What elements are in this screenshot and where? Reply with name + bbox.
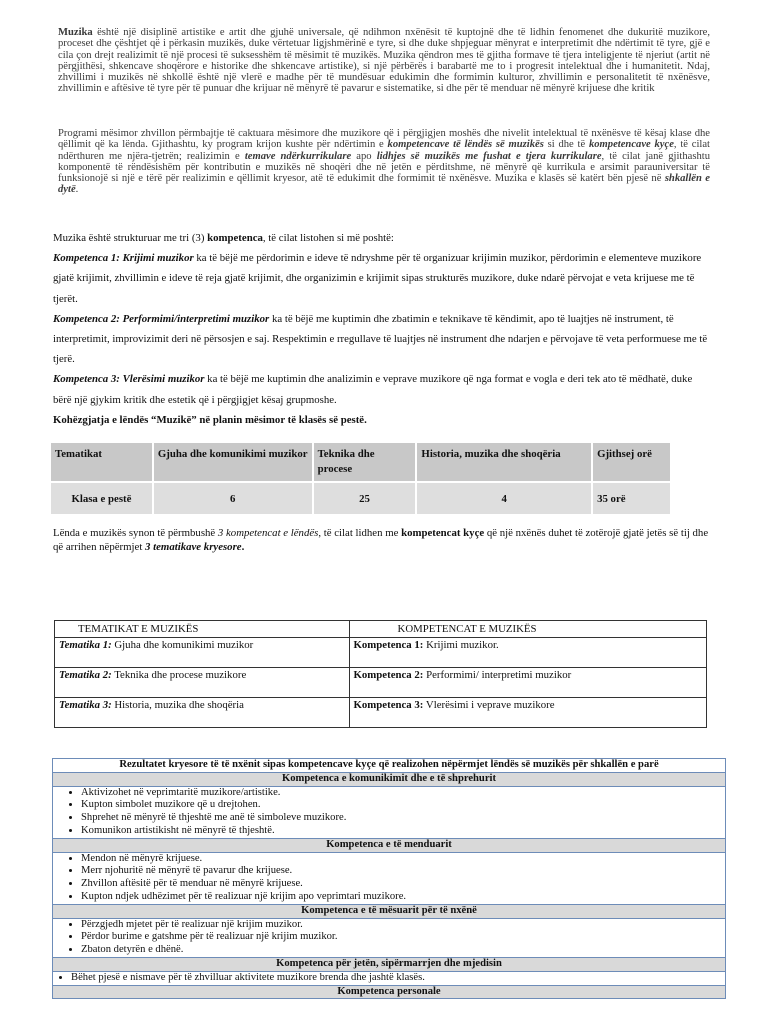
table-row <box>53 838 726 852</box>
table-header-row <box>51 443 671 482</box>
table-row <box>55 668 707 698</box>
competence-2-description <box>53 309 713 370</box>
list-item: • Merr njohuritë në mënyrë të pavarur dhe krijuese. <box>81 865 721 878</box>
structure-intro-c: , të cilat listohen si më poshtë: <box>262 232 394 244</box>
after-b: 3 kompetencat e lëndës <box>217 527 319 539</box>
competence-value: Vlerësimi i veprave muzikore <box>423 699 555 711</box>
table-cell <box>349 668 706 698</box>
table-cell <box>55 698 350 728</box>
duration-heading-text: Kohëzgjatja e lëndës “Muzikë” në planin mësimor të klasës së pestë. <box>53 413 367 426</box>
table-cell: 35 orë <box>592 482 671 514</box>
list-item: • Përzgjedh mjetet për të realizuar një krijim muzikor. <box>81 919 721 932</box>
section-items <box>53 786 726 838</box>
p2-keyword-5: shkallën e dytë <box>58 173 710 196</box>
after-c: , të cilat lidhen me <box>318 527 402 539</box>
topic-value: Gjuha dhe komunikimi muzikor <box>111 639 254 651</box>
table-row <box>53 918 726 957</box>
table-cell: 25 <box>313 482 417 514</box>
p2-text-1: Programi mësimor zhvillon përmbajtje të caktuara mësimore dhe muzikore që i përgjigjen moshës dhe nivelit intelektual të nxënësve të kësaj klase dhe qëllimit që ka lënda. Gjithashtu, ky program krijon kushte për ndërtimin e <box>58 128 710 151</box>
table-header-row <box>55 621 707 638</box>
table-cell: 4 <box>416 482 592 514</box>
table-header: Gjuha dhe komunikimi muzikor <box>153 443 313 482</box>
competence-structure-section <box>53 228 713 430</box>
table-row <box>53 852 726 904</box>
structure-intro-b: kompetenca <box>207 232 263 244</box>
table-row <box>53 786 726 838</box>
section-heading: Kompetenca për jetën, sipërmarrjen dhe mjedisin <box>53 957 726 971</box>
intro-lead-word: Muzika <box>58 27 93 38</box>
results-table-wrapper <box>52 758 726 999</box>
competence-1-text: ka të bëjë me përdorimin e ideve të ndryshme për të organizuar krijimin muzikor, përdorimin e elementeve muzikore gjatë krijimit, zhvillimin e ideve të reja gjatë krijimit, dhe organizimin e krijimit sipas strukturës muzikore, duke ndarë përvojat e veta krijuese me të tjerët. <box>53 252 702 305</box>
competence-label: Kompetenca 1: <box>353 639 424 651</box>
list-item: • Mendon në mënyrë krijuese. <box>81 853 721 866</box>
section-heading: Kompetenca personale <box>53 985 726 999</box>
list-item: • Zhvillon aftësitë për të menduar në mënyrë krijuese. <box>81 878 721 891</box>
list-item: • Bëhet pjesë e nismave për të zhvilluar aktivitete muzikore brenda dhe jashtë klasës. <box>71 972 721 985</box>
competence-3-description <box>53 369 713 409</box>
after-a: Lënda e muzikës synon të përmbushë <box>53 527 218 539</box>
p2-text-5: , të cilat janë gjithashtu komponentë të rëndësishëm për kontributin e muzikës në shoqëri dhe në jetën e përditshme, në mënyrë që kurrikula e arsimit parauniversitar të funksionojë si një e tërë për realizimin e qëllimit kryesor, atë të edukimit dhe formimit të nxënësve. Muzika e klasës së katërt bën pjesë në <box>58 150 711 185</box>
list-item: • Kupton simbolet muzikore që u drejtohen. <box>81 799 721 812</box>
topics-competences-table <box>54 620 707 728</box>
results-title: Rezultatet kryesore të të nxënit sipas kompetencave kyçe që realizohen nëpërmjet lëndës së muzikës për shkallën e parë <box>53 759 726 773</box>
section-heading: Kompetenca e të mësuarit për të nxënë <box>53 904 726 918</box>
list-item: • Aktivizohet në veprimtaritë muzikore/artistike. <box>81 787 721 800</box>
table-cell <box>55 638 350 668</box>
competence-label: Kompetenca 2: <box>353 669 424 681</box>
topics-hours-table-wrapper <box>51 443 672 514</box>
table-cell: 6 <box>153 482 313 514</box>
topics-competences-table-wrapper <box>54 620 707 728</box>
table-row <box>53 759 726 773</box>
competence-value: Performimi/ interpretimi muzikor <box>423 669 572 681</box>
header-topics: TEMATIKAT E MUZIKËS <box>78 623 199 635</box>
table-header <box>55 621 350 638</box>
intro-paragraph-1 <box>58 27 710 95</box>
p2-text-6: . <box>75 184 79 196</box>
structure-intro-a: Muzika është strukturuar me tri (3) <box>53 232 208 244</box>
competence-2-title: Kompetenca 2: Performimi/interpretimi muzikor <box>53 312 270 325</box>
section-heading: Kompetenca e komunikimit dhe e të shprehurit <box>53 772 726 786</box>
list-item: • Përdor burime e gatshme për të realizuar një krijim muzikor. <box>81 931 721 944</box>
section-items <box>53 918 726 957</box>
intro-paragraph-1-text: është një disiplinë artistike e artit dhe gjuhë universale, që ndihmon nxënësit të kuptojnë dhe të lidhin fenomenet dhe dukuritë muzikore, proceset dhe çështjet që i përkasin muzikës, duke vërtetuar ligjshmërinë e tyre, si dhe duke shpjeguar mënyrat e interpretimit dhe ndërtimit të tyre, gjë e cila çon drejt realizimit të një procesi të suksesshëm të mësimit të muzikës. Muzika qëndron mes të gjitha formave të tjera inteligjente të njeriut (artit në përgjithësi, shkencave shoqërore e historike dhe shkencave artistike), si një përbërës i barabartë me to i progresit intelektual dhe i humanitetit. Ndaj, zhvillimi i muzikës në shkollë është një vlerë e madhe për të mundësuar edukimin dhe formimin kulturor, zhvillimin e personalitetit të nxënësve, zhvillimin e aftësive të tyre për të punuar dhe krijuar në mënyrë të pavarur e sistematike, si dhe për të menduar në mënyrë krijuese dhe kritik <box>58 27 710 95</box>
header-competences: KOMPETENCAT E MUZIKËS <box>397 623 537 635</box>
table-row <box>53 904 726 918</box>
topic-label: Tematika 3: <box>59 699 112 711</box>
topics-hours-table <box>51 443 672 514</box>
topic-value: Historia, muzika dhe shoqëria <box>111 699 244 711</box>
after-g: . <box>241 540 245 553</box>
after-d: kompetencat kyçe <box>401 527 485 539</box>
duration-heading <box>53 410 713 430</box>
table-cell <box>55 668 350 698</box>
table-row <box>53 772 726 786</box>
after-f: 3 tematikave kryesore <box>145 540 242 553</box>
after-table-paragraph <box>53 527 715 554</box>
table-row <box>51 482 671 514</box>
list-item: • Komunikon artistikisht në mënyrë të thjeshtë. <box>81 825 721 838</box>
p2-keyword-3: temave ndërkurrikulare <box>244 150 352 162</box>
table-cell: Klasa e pestë <box>51 482 153 514</box>
table-cell <box>349 638 706 668</box>
competence-3-title: Kompetenca 3: Vlerësimi muzikor <box>53 373 205 386</box>
section-items <box>53 852 726 904</box>
table-header: Historia, muzika dhe shoqëria <box>416 443 592 482</box>
p2-keyword-1: kompetencave të lëndës së muzikës <box>387 139 544 151</box>
topic-label: Tematika 2: <box>59 669 112 681</box>
table-row <box>53 971 726 985</box>
structure-intro <box>53 228 713 248</box>
p2-text-4: apo <box>351 150 377 162</box>
list-item: • Kupton ndjek udhëzimet për të realizuar një krijim apo veprimtari muzikore. <box>81 891 721 904</box>
table-header: Teknika dhe procese <box>313 443 417 482</box>
competence-2-text: ka të bëjë me kuptimin dhe zbatimin e teknikave të këndimit, apo të luajtjes në instrument, të interpretimit, improvizimit deri në përsosjen e saj. Respektimin e rregullave të luajtjes në instrument dhe ndarjen e përvojave të veta performuese me të tjerë. <box>53 312 708 366</box>
table-header: Tematikat <box>51 443 153 482</box>
results-table <box>52 758 726 999</box>
list-item: • Shprehet në mënyrë të thjeshtë me anë të simboleve muzikore. <box>81 812 721 825</box>
table-row <box>55 638 707 668</box>
table-row <box>53 985 726 999</box>
competence-label: Kompetenca 3: <box>353 699 424 711</box>
topic-label: Tematika 1: <box>59 639 112 651</box>
p2-keyword-2: kompetencave kyçe <box>588 139 674 151</box>
table-header <box>349 621 706 638</box>
section-heading: Kompetenca e të menduarit <box>53 838 726 852</box>
section-items <box>53 971 726 985</box>
table-cell <box>349 698 706 728</box>
after-e: që një nxënës duhet të zotërojë gjatë jetës së tij dhe që arrihen nëpërmjet <box>53 527 709 553</box>
p2-text-3: , të cilat ndërthuren me njëra-tjetrën; realizimin e <box>58 139 710 162</box>
intro-paragraph-2 <box>58 128 710 196</box>
table-row <box>55 698 707 728</box>
competence-value: Krijimi muzikor. <box>423 639 499 651</box>
list-item: • Zbaton detyrën e dhënë. <box>81 944 721 957</box>
table-row <box>53 957 726 971</box>
competence-3-text: ka të bëjë me kuptimin dhe analizimin e veprave muzikore që nga format e vogla e deri tek ato të mëdhatë, duke bërë një gjykim kritik dhe estetik që i përgjigjet kësaj grupmoshe. <box>53 373 693 406</box>
topic-value: Teknika dhe procese muzikore <box>111 669 247 681</box>
table-header: Gjithsej orë <box>592 443 671 482</box>
p2-text-2: si dhe të <box>543 139 589 151</box>
competence-1-description <box>53 248 713 309</box>
p2-keyword-4: lidhjes së muzikës me fushat e tjera kurrikulare <box>376 150 602 162</box>
competence-1-title: Kompetenca 1: Krijimi muzikor <box>53 252 194 265</box>
